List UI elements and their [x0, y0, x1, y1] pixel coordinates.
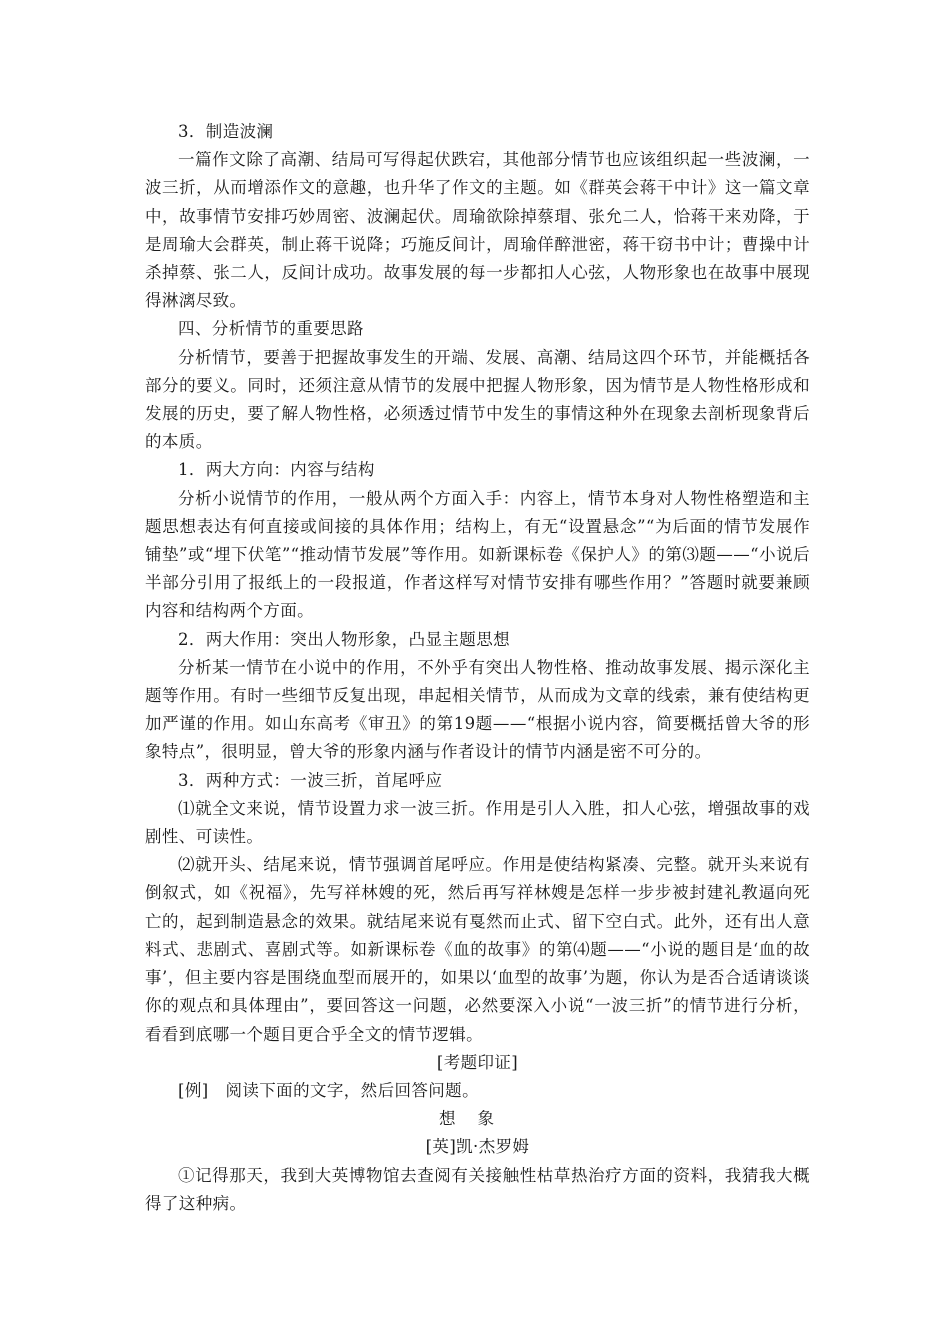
subsection-paragraph-2: 分析某一情节在小说中的作用，不外乎有突出人物性格、推动故事发展、揭示深化主题等作用。有时一些细节反复出现，串起相关情节，从而成为文章的线索，兼有使结构更加严谨的作用。如山东高考《审丑》的第19题——“根据小说内容，简要概括曾大爷的形象特点”，很明显，曾大爷的形象内涵与作者设计的情节内涵是密不可分的。	[145, 657, 810, 762]
subsection-heading-1: 1．两大方向：内容与结构	[178, 460, 375, 480]
exam-heading: [考题印证]	[436, 1052, 519, 1072]
subsection-heading-2: 2．两大作用：突出人物形象，凸显主题思想	[178, 629, 510, 649]
story-paragraph-1: ①记得那天，我到大英博物馆去查阅有关接触性枯草热治疗方面的资料，我猜我大概得了这种病。	[145, 1165, 810, 1213]
subsection-paragraph-1: 分析小说情节的作用，一般从两个方面入手：内容上，情节本身对人物性格塑造和主题思想表达有何直接或间接的具体作用；结构上，有无“设置悬念”“为后面的情节发展作铺垫”或“埋下伏笔”“推动情节发展”等作用。如新课标卷《保护人》的第⑶题——“小说后半部分引用了报纸上的一段报道，作者这样写对情节安排有哪些作用？”答题时就要兼顾内容和结构两个方面。	[145, 488, 810, 621]
example-instruction: [例] 阅读下面的文字，然后回答问题。	[178, 1080, 479, 1100]
list-item-1: ⑴就全文来说，情节设置力求一波三折。作用是引人入胜，扣人心弦，增强故事的戏剧性、可读性。	[145, 798, 810, 847]
list-item-2: ⑵就开头、结尾来说，情节强调首尾呼应。作用是使结构紧凑、完整。就开头来说有倒叙式，如《祝福》，先写祥林嫂的死，然后再写祥林嫂是怎样一步步被封建礼教逼向死亡的，起到制造悬念的效果。就结尾来说有戛然而止式、留下空白式。此外，还有出人意料式、悲剧式、喜剧式等。如新课标卷《血的故事》的第⑷题——“小说的题目是‘血的故事’，但主要内容是围绕血型而展开的，如果以‘血型的故事’为题，你认为是否合适请谈谈你的观点和具体理由”，要回答这一问题，必然要深入小说“一波三折”的情节进行分析，看看到底哪一个题目更合乎全文的情节逻辑。	[145, 855, 810, 1044]
document-page	[145, 118, 810, 1218]
section-paragraph-3: 一篇作文除了高潮、结局可写得起伏跌宕，其他部分情节也应该组织起一些波澜，一波三折，从而增添作文的意趣，也升华了作文的主题。如《群英会蒋干中计》这一篇文章中，故事情节安排巧妙周密、波澜起伏。周瑜欲除掉蔡瑁、张允二人，恰蒋干来劝降，于是周瑜大会群英，制止蒋干说降；巧施反间计，周瑜佯醉泄密，蒋干窃书中计；曹操中计杀掉蔡、张二人，反间计成功。故事发展的每一步都扣人心弦，人物形象也在故事中展现得淋漓尽致。	[145, 150, 810, 311]
section-paragraph-four: 分析情节，要善于把握故事发生的开端、发展、高潮、结局这四个环节，并能概括各部分的要义。同时，还须注意从情节的发展中把握人物形象，因为情节是人物性格形成和发展的历史，要了解人物性格，必须透过情节中发生的事情这种外在现象去剖析现象背后的本质。	[145, 347, 810, 452]
story-title: 想象	[439, 1109, 516, 1129]
section-heading-3: 3．制造波澜	[178, 122, 274, 141]
section-heading-four: 四、分析情节的重要思路	[178, 319, 364, 339]
story-author: [英]凯·杰罗姆	[425, 1137, 530, 1157]
subsection-heading-3: 3．两种方式：一波三折，首尾呼应	[178, 770, 443, 790]
